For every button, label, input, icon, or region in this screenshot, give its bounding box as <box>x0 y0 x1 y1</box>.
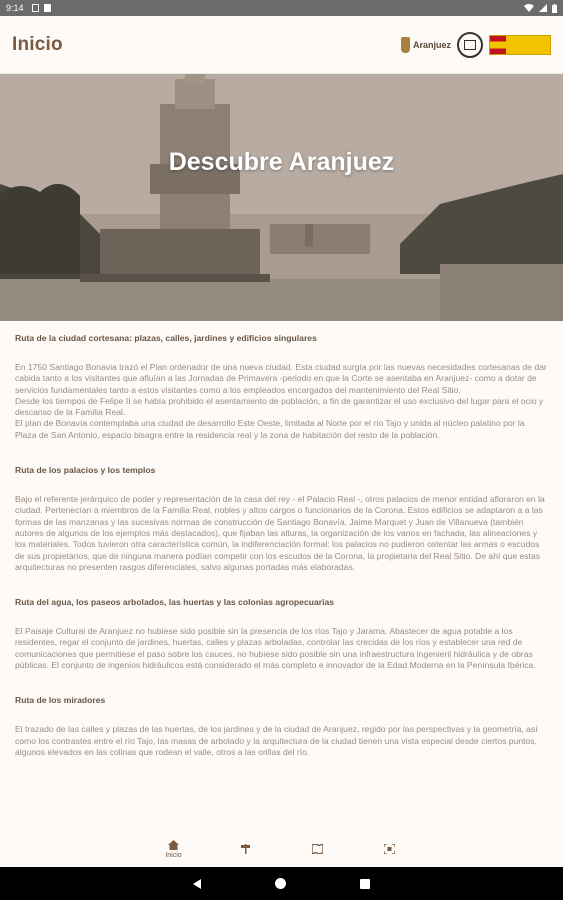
home-circle-icon[interactable] <box>275 878 286 889</box>
status-notification-icons <box>32 4 51 12</box>
nav-home[interactable] <box>158 840 190 859</box>
nav-scan[interactable] <box>374 844 406 854</box>
notification-icon <box>44 4 51 12</box>
routes-content[interactable] <box>0 321 563 831</box>
recents-icon[interactable] <box>360 879 370 889</box>
route-section <box>15 333 548 441</box>
unesco-logo <box>457 32 483 58</box>
route-title: Ruta del agua, los paseos arbolados, las huertas y las colonias agropecuarias <box>15 597 335 608</box>
route-paragraph: Desde los tiempos de Felipe II se había prohibido el asentamiento de población, a fin de garantizar el uso exclusivo del lugar para el ocio y descanso de la Familia Real. <box>15 395 544 418</box>
route-title: Ruta de los palacios y los templos <box>15 465 156 476</box>
status-bar <box>0 0 563 16</box>
nav-map[interactable] <box>302 844 334 854</box>
route-paragraph: Bajo el referente jerárquico de poder y representación de la casa del rey - el Palacio Real -, otros palacios de menor entidad afloraron en la ciudad. Pertenecían a miembros de la Familia Real, nobles y altos cargos o funcionarios de la Corona. Estos edificios se adaptaron a a las formas de las manzanas y las sucesivas normas de construcción de Santiago Bonavía, Jaime Marquet y Juan de Villanueva (también autores de algunos de los ejemplos más destacados), que fijaban las alturas, la organización de los vanos en fachada, las alineaciones y los materiales. Todos tuvieron otra característica común, la indiferenciación formal: los palacios no pudieron ostentar las armas o escudos de sus propietarios, que de ninguna manera podían competir con los escudos de la Corona, la propietaria del Real Sitio. De ahí que estas arquitecturas no presenten rasgos diferenciales, salvo algunas portadas más elaboradas. <box>15 494 545 572</box>
route-section <box>15 695 548 758</box>
map-icon <box>312 844 323 854</box>
status-time: 9:14 <box>6 3 24 13</box>
signpost-icon <box>240 844 251 854</box>
route-paragraph: El plan de Bonavía contemplaba una ciudad de desarrollo Este Oeste, limitada al Norte por el río Tajo y unida al núcleo palatino por la Plaza de San Antonio, espacio bisagra entre la residencia real y la zona de habitación del resto de la población. <box>15 418 525 440</box>
app-bar <box>0 16 563 74</box>
aranjuez-logo <box>401 37 451 53</box>
route-section <box>15 597 548 671</box>
route-title: Ruta de la ciudad cortesana: plazas, calles, jardines y edificios singulares <box>15 333 317 343</box>
sim-icon <box>32 4 39 12</box>
crest-icon <box>401 37 410 53</box>
route-paragraph: El Paisaje Cultural de Aranjuez no hubiese sido posible sin la presencia de los ríos Tajo y Jarama. Abastecer de agua potable a los residentes, regar el conjunto de jardines, huertas, calles y plazas arboladas, controlar las crecidas de los ríos y establecer una red de comunicaciones que permitiese el paso sobre los cauces, no hubiese sido posible sin una infraestructura ingenieril hidráulica y de obras públicas. El conjunto de ingenios hidráulicos está considerado el más completo e innovador de la Edad Moderna en la Península Ibérica. <box>15 626 536 671</box>
nav-routes[interactable] <box>230 844 262 854</box>
hero-title: Descubre Aranjuez <box>168 148 395 176</box>
page-title: Inicio <box>12 33 63 55</box>
route-paragraph: El trazado de las calles y plazas de las huertas, de los jardines y de la ciudad de Aranjuez, regido por las perspectivas y la geometría, así como los contrastes entre el río Tajo, las masas de arbolado y la arquitectura de la ciudad tienen una vista especial desde ciertos puntos, algunos elevados en las colinas que rodean el valle, otros a las orillas del río. <box>15 724 538 757</box>
nav-home-label: Inicio <box>165 851 182 859</box>
system-navigation-bar <box>0 867 563 900</box>
hero-image <box>0 74 563 321</box>
bottom-navigation <box>0 831 563 867</box>
qr-scan-icon <box>384 844 395 854</box>
signal-icon <box>539 4 547 12</box>
route-paragraph: En 1750 Santiago Bonavia trazó el Plan ordenador de una nueva ciudad. Esta ciudad surgía por las nuevas necesidades cortesanas de dar cabida tanto a los visitantes que afluían a las Jornadas de Primavera -periodo en que la Corte se asentaba en Aranjuez- como a dotar de servicios fundamentales tanto a estos visitantes como a los empleados encargados del mantenimiento del Real Sitio. <box>15 362 547 395</box>
battery-icon <box>552 4 557 13</box>
aranjuez-logo-text: Aranjuez <box>412 39 451 50</box>
back-icon[interactable] <box>193 879 201 889</box>
home-icon <box>168 840 179 850</box>
route-title: Ruta de los miradores <box>15 695 106 706</box>
hero-banner <box>0 74 563 321</box>
status-system-icons <box>524 4 557 13</box>
spain-flag-icon <box>490 36 506 54</box>
route-section <box>15 465 548 573</box>
wifi-icon <box>524 4 534 12</box>
government-logo <box>489 35 551 55</box>
header-logos <box>401 32 551 58</box>
